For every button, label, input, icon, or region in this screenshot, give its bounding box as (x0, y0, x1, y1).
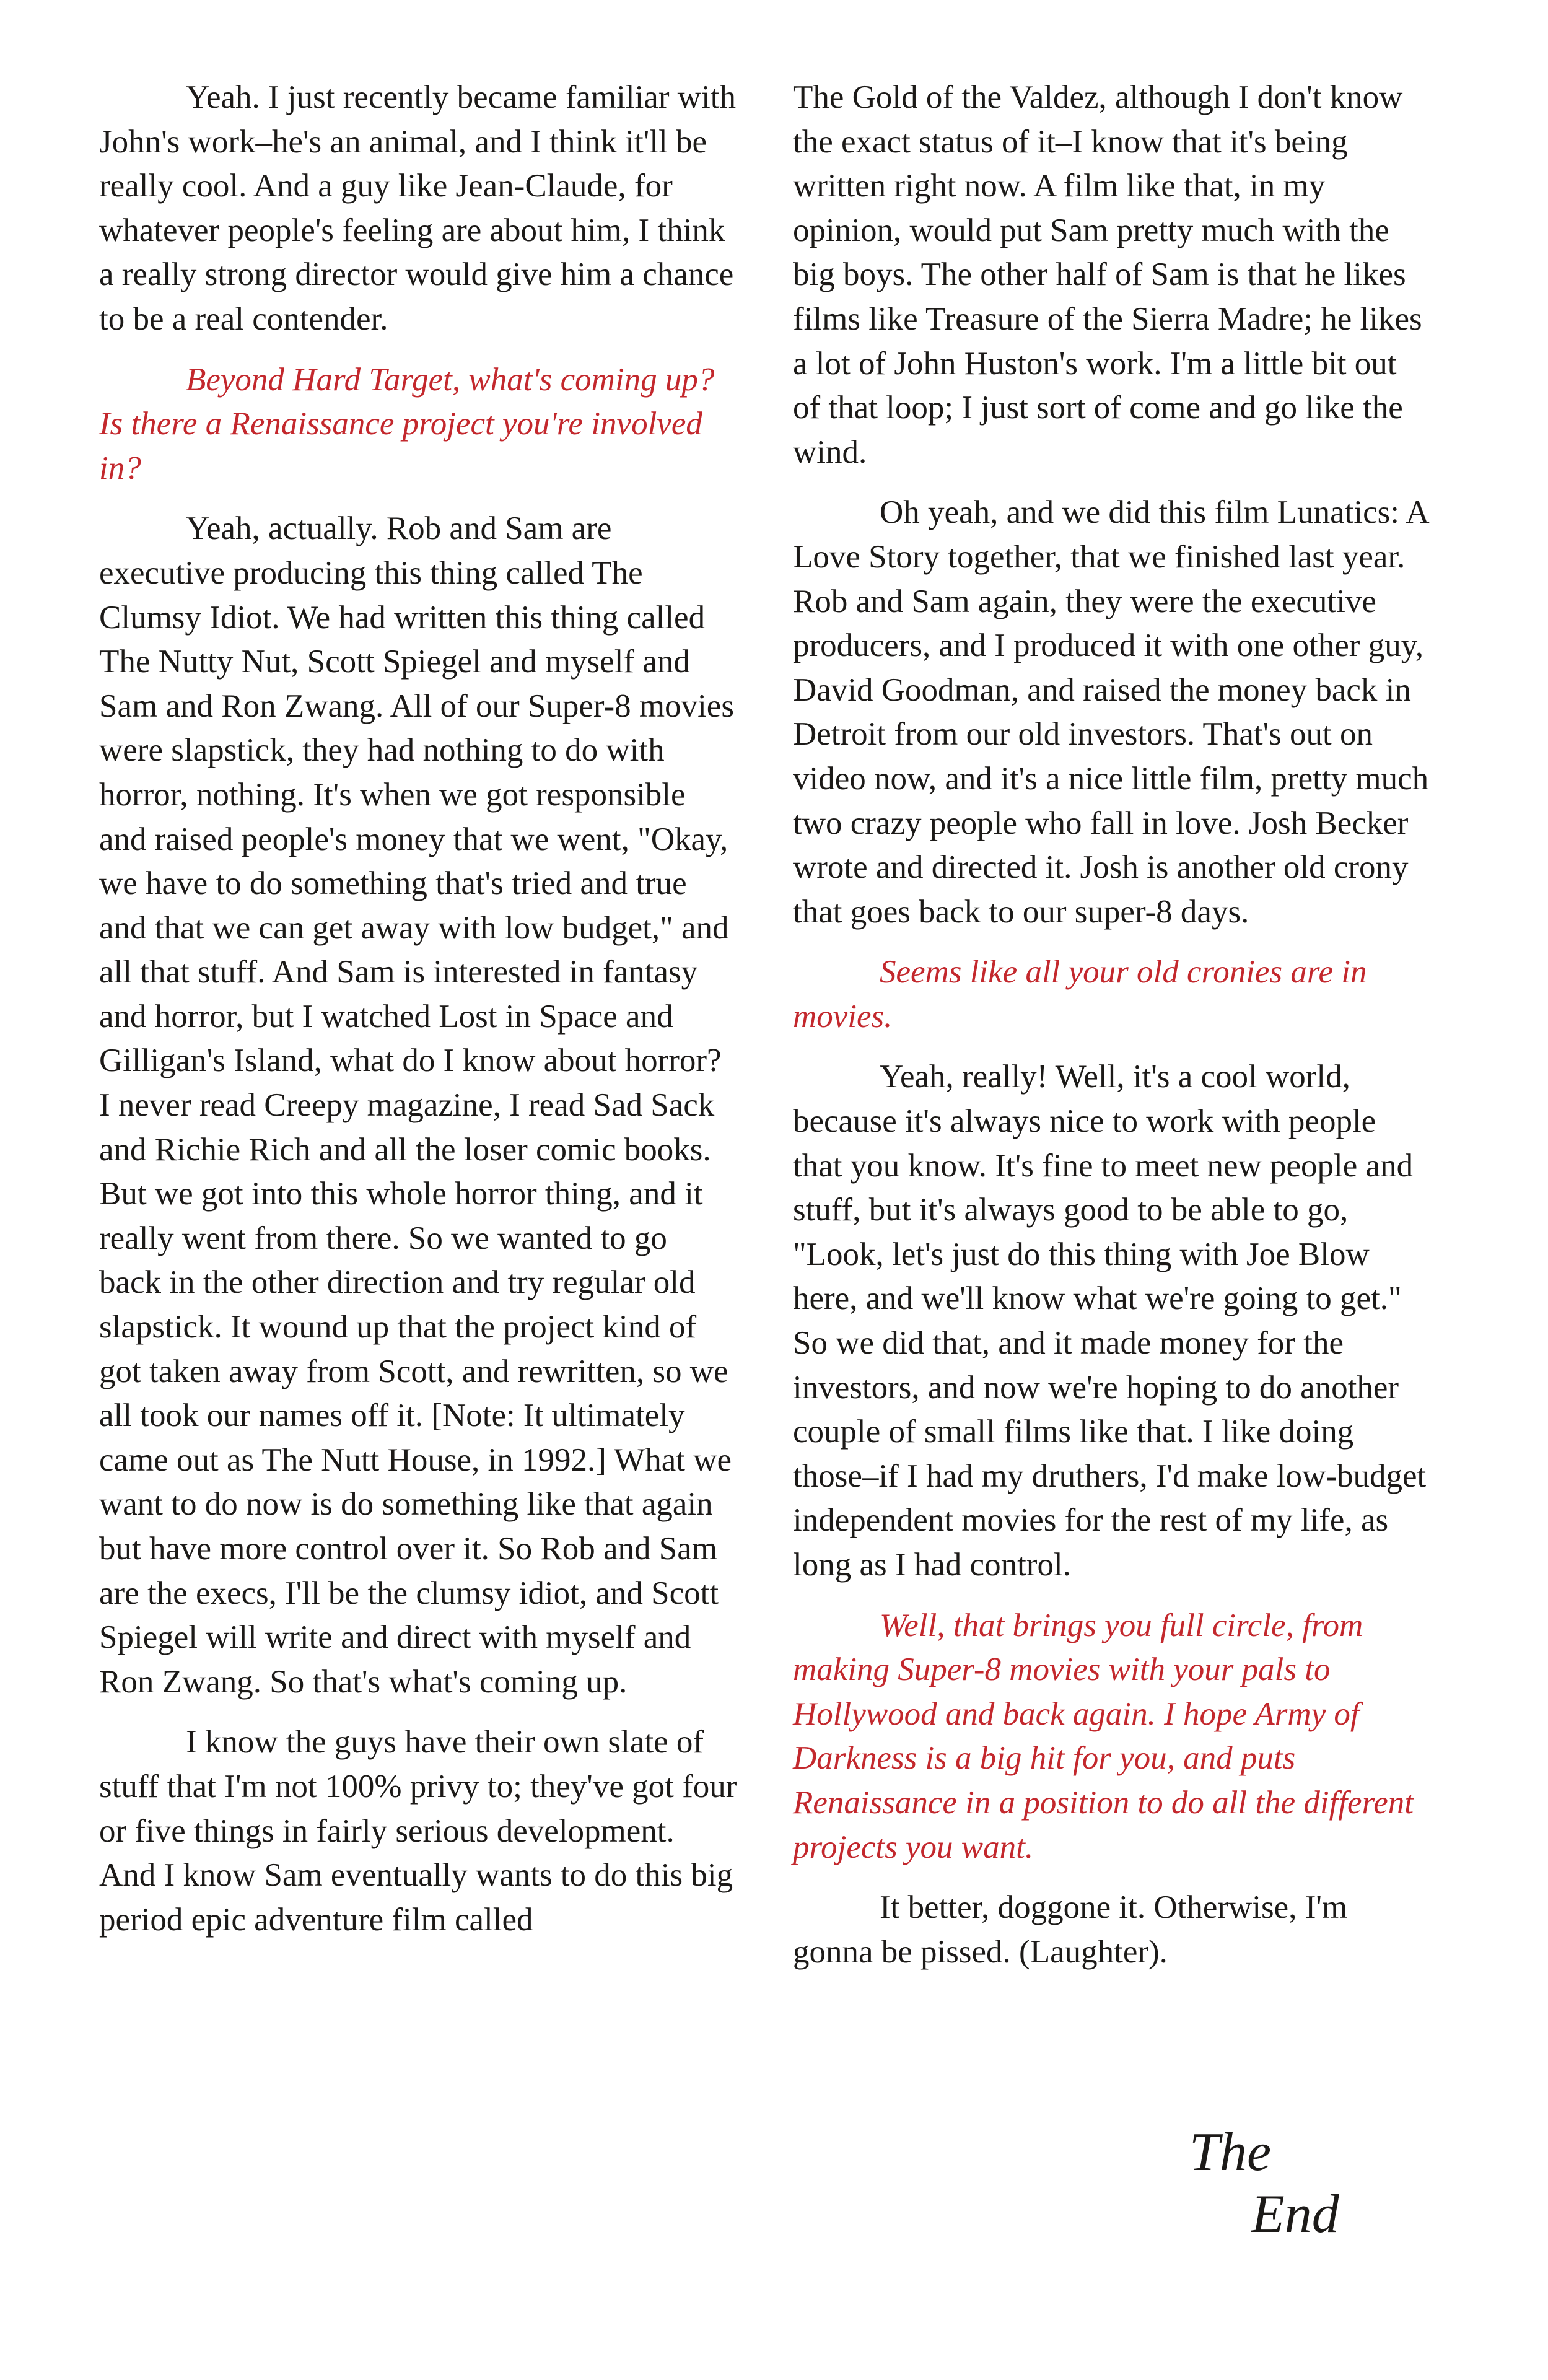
continued-paragraph: The Gold of the Valdez, although I don't know the exact status of it–I know that it's being written right now. A film like that, in my opinion, would put Sam pretty much with the big boys. The other half of Sam is that he likes films like Treasure of the Sierra Madre; he likes a lot of John Huston's work. I'm a little bit out of that loop; I just sort of come and go like the wind. (793, 79, 1422, 470)
answer-paragraph: It better, doggone it. Otherwise, I'm gonna be pissed. (Laughter). (793, 1889, 1348, 1970)
answer-paragraph: Oh yeah, and we did this film Lunatics: A Love Story together, that we finished last year. Rob and Sam again, they were the executive producers, and I produced it with one other guy, David Goodman, and raised the money back in Detroit from our old investors. That's out on video now, and it's a nice little film, pretty much two crazy people who fall in love. Josh Becker wrote and directed it. Josh is another old crony that goes back to our super-8 days. (793, 494, 1429, 930)
answer-paragraph: Yeah, really! Well, it's a cool world, because it's always nice to work with people that you know. It's fine to meet new people and stuff, but it's always good to be able to go, "Look, let's just do this thing with Joe Blow here, and we'll know what we're going to get." So we did that, and it made money for the investors, and now we're hoping to do another couple of small films like that. I like doing those–if I had my druthers, I'd make low-budget independent movies for the rest of my life, as long as I had control. (793, 1059, 1427, 1583)
answer-paragraph: Yeah. I just recently became familiar with John's work–he's an animal, and I think it'll be really cool. And a guy like Jean-Claude, for whatever people's feeling are about him, I think a really strong director would give him a chance to be a real contender. (99, 79, 736, 337)
the-end-line-2: End (1251, 2184, 1339, 2244)
left-column (99, 76, 737, 1958)
the-end-signoff (1189, 2122, 1339, 2246)
question-paragraph: Beyond Hard Target, what's coming up? Is there a Renaissance project you're involved in? (99, 361, 715, 486)
answer-paragraph: I know the guys have their own slate of stuff that I'm not 100% privy to; they've got four or five things in fairly serious development. And I know Sam eventually wants to do this big period epic adventure film called (99, 1724, 737, 1938)
question-paragraph: Well, that brings you full circle, from making Super-8 movies with your pals to Hollywood and back again. I hope Army of Darkness is a big hit for you, and puts Renaissance in a position to do all the different projects you want. (793, 1607, 1414, 1865)
answer-paragraph: Yeah, actually. Rob and Sam are executive producing this thing called The Clumsy Idiot. We had written this thing called The Nutty Nut, Scott Spiegel and myself and Sam and Ron Zwang. All of our Super-8 movies were slapstick, they had nothing to do with horror, nothing. It's when we got responsible and raised people's money that we went, "Okay, we have to do something that's tried and true and that we can get away with low budget," and all that stuff. And Sam is interested in fantasy and horror, but I watched Lost in Space and Gilligan's Island, what do I know about horror? I never read Creepy magazine, I read Sad Sack and Richie Rich and all the loser comic books. But we got into this whole horror thing, and it really went from there. So we wanted to go back in the other direction and try regular old slapstick. It wound up that the project kind of got taken away from Scott, and rewritten, so we all took our names off it. [Note: It ultimately came out as The Nutt House, in 1992.] What we want to do now is do something like that again but have more control over it. So Rob and Sam are the execs, I'll be the clumsy idiot, and Scott Spiegel will write and direct with myself and Ron Zwang. So that's what's coming up. (99, 510, 734, 1700)
question-paragraph: Seems like all your old cronies are in movies. (793, 954, 1367, 1035)
right-column (793, 76, 1431, 1990)
the-end-line-1: The (1189, 2122, 1271, 2182)
